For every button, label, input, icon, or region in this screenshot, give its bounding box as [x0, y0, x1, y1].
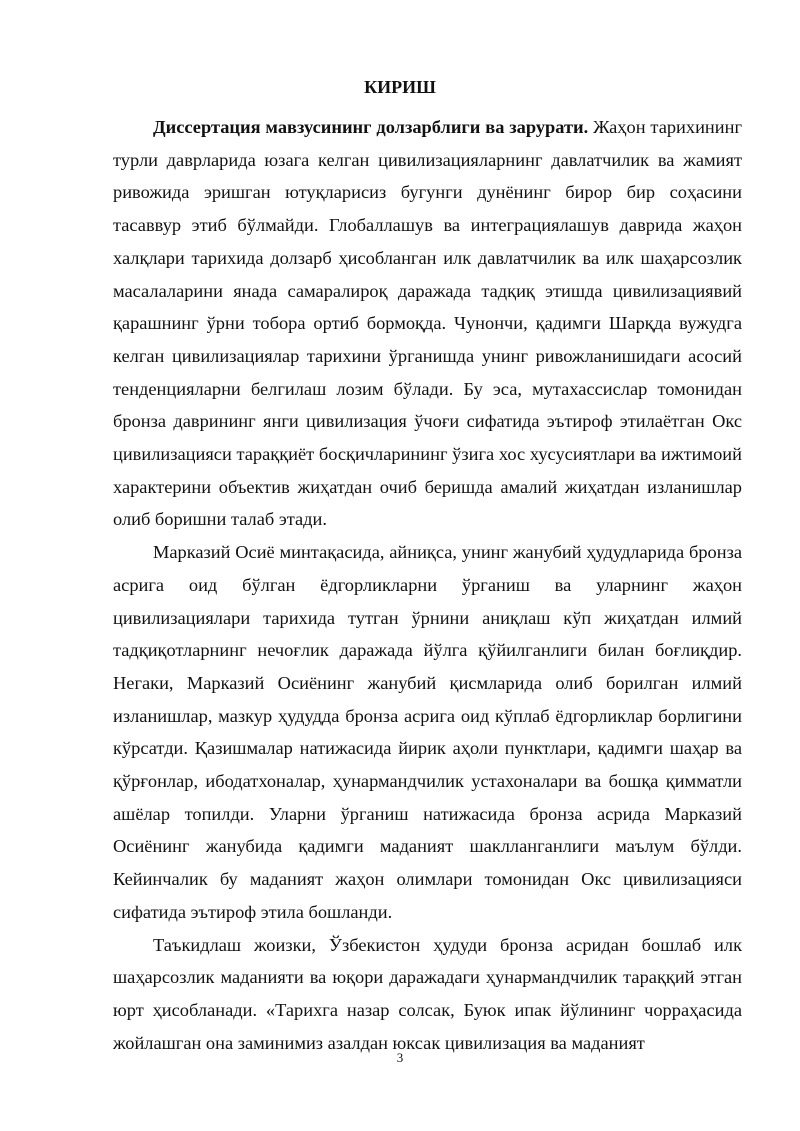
- paragraph-text: Марказий Осиё минтақасида, айниқса, унинг жанубий ҳудудларида бронза асрига оид бўлган ёдгорликларни ўрганиш ва уларнинг жаҳон цивилизациялари тарихида тутган ўрнини аниқлаш кўп жиҳатдан илмий тадқиқотларнинг нечоғлик даражада йўлга қўйилганлиги билан боғлиқдир. Негаки, Марказий Осиёнинг жанубий қисмларида олиб борилган илмий изланишлар, мазкур ҳудудда бронза асрига оид кўплаб ёдгорликлар борлигини кўрсатди. Қазишмалар натижасида йирик аҳоли пунктлари, қадимги шаҳар ва қўрғонлар, ибодатхоналар, ҳунармандчилик устахоналари ва бошқа қимматли ашёлар топилди. Уларни ўрганиш натижасида бронза асрида Марказий Осиёнинг жанубида қадимги маданият шаклланганлиги маълум бўлди. Кейинчалик бу маданият жаҳон олимлари томонидан Окс цивилизацияси сифатида эътироф этила бошланди.: [113, 542, 742, 922]
- paragraph-central-asia: [113, 536, 742, 928]
- body-text: [113, 111, 742, 1059]
- paragraph-text: Таъкидлаш жоизки, Ўзбекистон ҳудуди бронза асридан бошлаб илк шаҳарсозлик маданияти ва юқори даражадаги ҳунармандчилик тараққий этган юрт ҳисобланади. «Тарихга назар солсак, Буюк ипак йўлининг чорраҳасида жойлашган она заминимиз азалдан юксак цивилизация ва маданият: [113, 934, 742, 1053]
- page-number: 3: [396, 1050, 404, 1065]
- paragraph-lead-heading: Диссертация мавзусининг долзарблиги ва зарурати.: [153, 117, 589, 137]
- paragraph-relevance: [113, 111, 742, 536]
- paragraph-text: Жаҳон тарихининг турли даврларида юзага келган цивилизацияларнинг давлатчилик ва жамият ривожида эришган ютуқларисиз бугунги дунёнинг бирор бир соҳасини тасаввур этиб бўлмайди. Глобаллашув ва интеграциялашув даврида жаҳон халқлари тарихида долзарб ҳисобланган илк давлатчилик ва илк шаҳарсозлик масалаларини янада самаралироқ даражада тадқиқ этишда цивилизациявий қарашнинг ўрни тобора ортиб бормоқда. Чунончи, қадимги Шарқда вужудга келган цивилизациялар тарихини ўрганишда унинг ривожланишидаги асосий тенденцияларни белгилаш лозим бўлади. Бу эса, мутахассислар томонидан бронза даврининг янги цивилизация ўчоғи сифатида эътироф этилаётган Окс цивилизацияси тараққиёт босқичларининг ўзига хос хусусиятлари ва ижтимоий характерини объектив жиҳатдан очиб беришда амалий жиҳатдан изланишлар олиб боришни талаб этади.: [113, 117, 743, 530]
- paragraph-uzbekistan: [113, 929, 742, 1060]
- page-title: КИРИШ: [364, 77, 436, 97]
